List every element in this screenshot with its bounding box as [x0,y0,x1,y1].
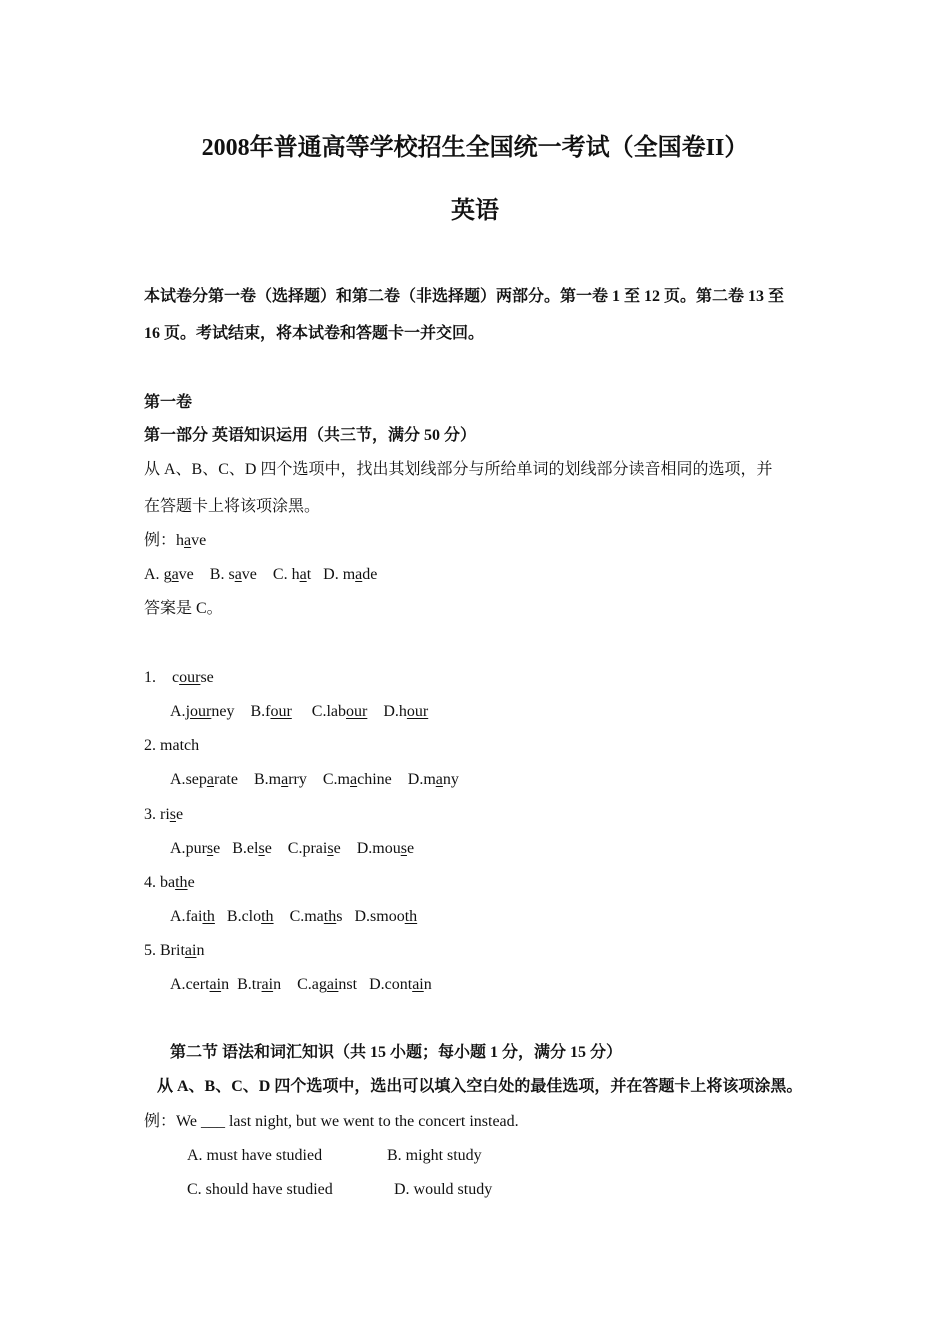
question-5: 5. Britain [144,942,205,959]
section2-example-label: 例： [144,1113,177,1130]
page-subtitle: 英语 [451,198,499,224]
question-1: 1. course [144,669,214,686]
section2-option-b: B. might study [387,1147,482,1164]
section2-option-c: C. should have studied [187,1181,333,1198]
option-c: C.against [297,976,358,993]
question-2-options [170,770,459,790]
question-4: 4. bathe [144,874,195,891]
section2-instruction: 从 A、B、C、D 四个选项中，选出可以填入空白处的最佳选项，并在答题卡上将该项涂黑。 [157,1078,803,1095]
example-label: 例： [144,532,177,549]
section2-option-d: D. would study [394,1181,493,1198]
option-b: B.train [237,976,282,993]
volume-heading: 第一卷 [144,394,193,411]
question-4-options [170,907,417,927]
example-option-b: B. save [209,566,257,583]
section2-option-a: A. must have studied [187,1147,323,1164]
page-title: 2008年普通高等学校招生全国统一考试（全国卷II） [201,135,749,161]
option-d: D.contain [369,976,432,993]
example-options [144,565,377,585]
part1-instruction-line-2: 在答题卡上将该项涂黑。 [144,498,321,515]
option-d: D.smooth [354,908,418,925]
intro-line-2: 16 页。考试结束，将本试卷和答题卡一并交回。 [144,325,485,342]
option-c: C.labour [311,703,368,720]
option-d: D.many [407,771,459,788]
option-d: D.hour [383,703,429,720]
part1-heading: 第一部分 英语知识运用（共三节，满分 50 分） [144,427,477,444]
option-d: D.mouse [356,840,415,857]
example-option-d: D. made [323,566,378,583]
section2-example [144,1112,519,1132]
part1-instruction-line-1: 从 A、B、C、D 四个选项中，找出其划线部分与所给单词的划线部分读音相同的选项，并 [144,461,773,478]
question-3-options [170,839,414,859]
intro-line-1: 本试卷分第一卷（选择题）和第二卷（非选择题）两部分。第一卷 1 至 12 页。第二卷 13 至 [144,288,785,305]
question-5-options [170,975,432,995]
option-a: A.journey [170,703,235,720]
section2-example-sentence: We ___ last night, but we went to the concert instead. [176,1113,519,1130]
option-a: A.purse [170,840,221,857]
example-option-a: A. gave [144,566,194,583]
option-b: B.cloth [226,908,274,925]
option-c: C.praise [287,840,341,857]
section2-heading: 第二节 语法和词汇知识（共 15 小题；每小题 1 分，满分 15 分） [170,1044,623,1061]
option-b: B.else [232,840,272,857]
example-word: 例：have [144,532,207,549]
option-c: C.maths [289,908,343,925]
question-1-options [170,702,428,722]
example-answer: 答案是 C。 [144,600,223,617]
option-a: A.faith [170,908,215,925]
example-option-c: C. hat [272,566,312,583]
option-a: A.separate [170,771,238,788]
option-c: C.machine [322,771,392,788]
question-2: 2. match [144,737,200,754]
question-3: 3. rise [144,806,184,823]
option-a: A.certain [170,976,230,993]
option-b: B.marry [253,771,307,788]
option-b: B.four [250,703,292,720]
